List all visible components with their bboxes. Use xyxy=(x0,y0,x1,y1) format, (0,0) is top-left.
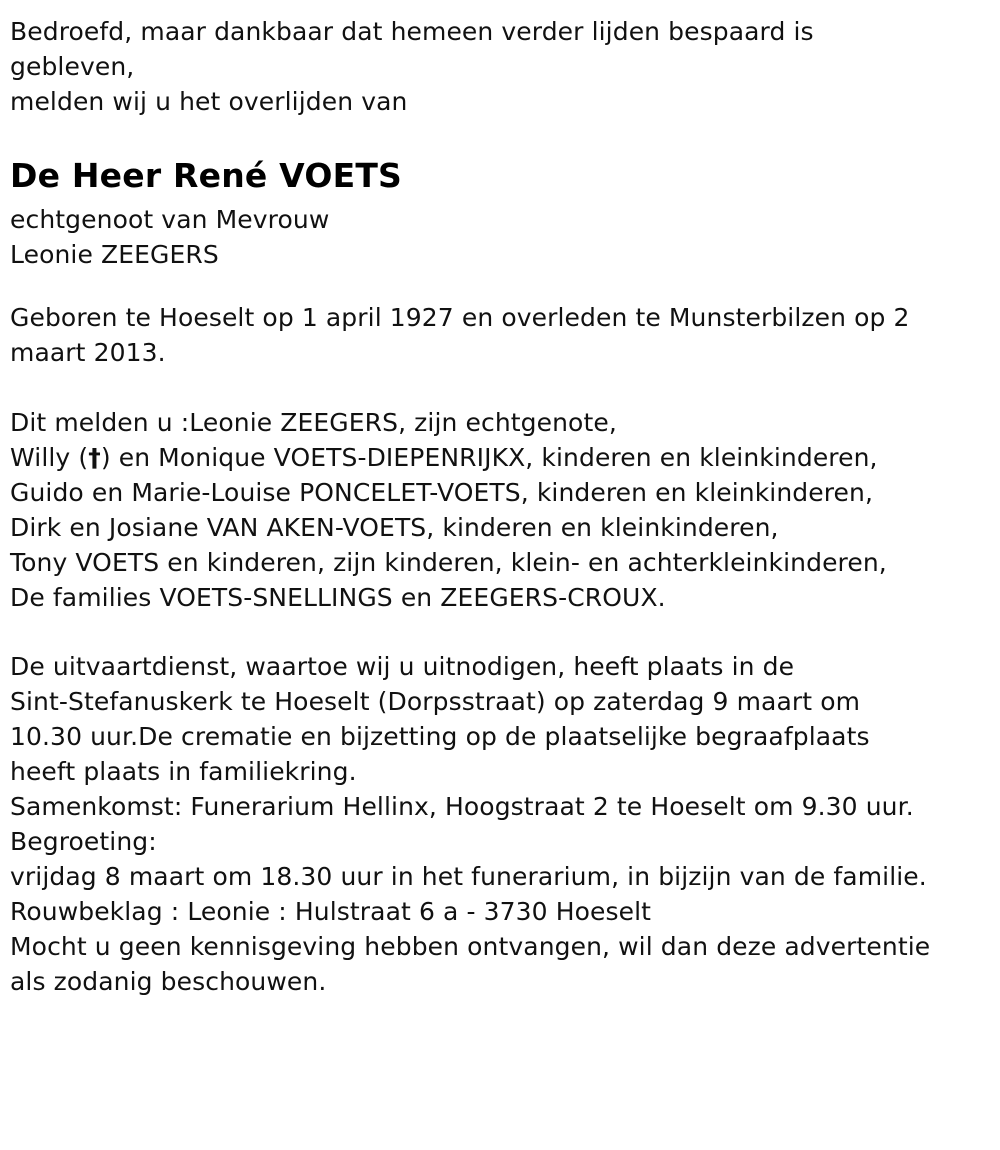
intro-line-3: melden wij u het overlijden van xyxy=(10,87,408,116)
service-line-2: Sint-Stefanuskerk te Hoeselt (Dorpsstraat) op zaterdag 9 maart om xyxy=(10,687,861,716)
family-line-6: De families VOETS-SNELLINGS en ZEEGERS-CROUX. xyxy=(10,583,666,612)
service-line-9: Mocht u geen kennisgeving hebben ontvangen, wil dan deze advertentie xyxy=(10,932,931,961)
service-line-5: Samenkomst: Funerarium Hellinx, Hoogstraat 2 te Hoeselt om 9.30 uur. xyxy=(10,792,914,821)
intro-line-1: Bedroefd, maar dankbaar dat hemeen verder lijden bespaard is xyxy=(10,17,814,46)
family-line-2: Willy (†) en Monique VOETS-DIEPENRIJKX, kinderen en kleinkinderen, xyxy=(10,443,878,472)
service-line-1: De uitvaartdienst, waartoe wij u uitnodigen, heeft plaats in de xyxy=(10,652,795,681)
family-paragraph xyxy=(10,405,992,615)
service-line-10: als zodanig beschouwen. xyxy=(10,967,327,996)
intro-paragraph xyxy=(10,14,992,119)
service-line-8: Rouwbeklag : Leonie : Hulstraat 6 a - 3730 Hoeselt xyxy=(10,897,652,926)
service-line-7: vrijdag 8 maart om 18.30 uur in het funerarium, in bijzijn van de familie. xyxy=(10,862,927,891)
dates-line-1: Geboren te Hoeselt op 1 april 1927 en overleden te Munsterbilzen op 2 xyxy=(10,303,910,332)
birth-death-paragraph xyxy=(10,300,992,370)
family-line-3: Guido en Marie-Louise PONCELET-VOETS, kinderen en kleinkinderen, xyxy=(10,478,874,507)
service-line-3: 10.30 uur.De crematie en bijzetting op de plaatselijke begraafplaats xyxy=(10,722,870,751)
deceased-block xyxy=(10,153,992,272)
spouse-prefix: echtgenoot van Mevrouw xyxy=(10,205,330,234)
family-line-5: Tony VOETS en kinderen, zijn kinderen, klein- en achterkleinkinderen, xyxy=(10,548,887,577)
spouse-name: Leonie ZEEGERS xyxy=(10,240,219,269)
family-line-4: Dirk en Josiane VAN AKEN-VOETS, kinderen en kleinkinderen, xyxy=(10,513,779,542)
deceased-name: De Heer René VOETS xyxy=(10,156,402,195)
intro-line-2: gebleven, xyxy=(10,52,135,81)
dates-line-2: maart 2013. xyxy=(10,338,166,367)
service-paragraph xyxy=(10,649,992,999)
deceased-dagger-icon: † xyxy=(88,443,101,472)
service-line-6: Begroeting: xyxy=(10,827,157,856)
family-line-1: Dit melden u :Leonie ZEEGERS, zijn echtgenote, xyxy=(10,408,617,437)
service-line-4: heeft plaats in familiekring. xyxy=(10,757,357,786)
